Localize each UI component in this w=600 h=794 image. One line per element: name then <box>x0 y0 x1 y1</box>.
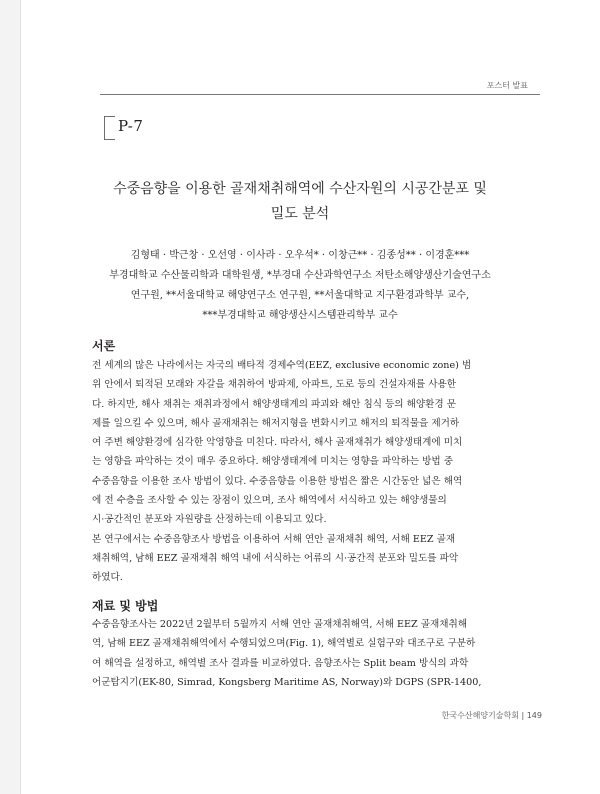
methods-body <box>92 615 504 692</box>
body-line: 역, 남해 EEZ 골재채취해역에서 수행되었으며(Fig. 1), 해역별로 실험구와 대조구로 구분하 <box>92 638 476 650</box>
section-heading-methods: 재료 및 방법 <box>92 599 159 613</box>
body-line: 여 주변 해양환경에 심각한 악영향을 미친다. 따라서, 해사 골재채취가 해양생태계에 미치 <box>92 437 463 449</box>
body-line: 본 연구에서는 수중음향조사 방법을 이용하여 서해 연안 골재채취 해역, 서해 EEZ 골재 <box>92 533 456 545</box>
intro-body <box>92 356 504 588</box>
body-line: 시·공간적인 분포와 자원량을 산정하는데 이용되고 있다. <box>92 514 327 526</box>
body-line: 위 안에서 퇴적된 모래와 자갈을 채취하여 방파제, 아파트, 도로 등의 건설자재를 사용한 <box>92 379 457 391</box>
author-affiliation: 부경대학교 수산물리학과 대학원생, *부경대 수산과학연구소 저탄소해양생산기술연구소 <box>109 270 491 281</box>
author-block <box>100 246 500 326</box>
body-line: 수중음향조사는 2022년 2월부터 5월까지 서해 연안 골재채취해역, 서해 EEZ 골재채취해 <box>92 619 468 630</box>
body-line: 여 해역을 설정하고, 해역별 조사 결과를 비교하였다. 음향조사는 Split beam 방식의 과학 <box>92 657 469 669</box>
body-line: 하였다. <box>92 572 123 584</box>
paper-title-line-1: 수중음향을 이용한 골재채취해역에 수산자원의 시공간분포 및 <box>113 181 487 197</box>
author-affiliation: 연구원, **서울대학교 해양연구소 연구원, **서울대학교 지구환경과학부 교수, <box>130 290 470 301</box>
body-line: 제를 일으킬 수 있으며, 해사 골재채취는 해저지형을 변화시키고 해저의 퇴적물을 제거하 <box>92 417 460 429</box>
poster-id-tag <box>104 116 152 140</box>
bracket-decoration <box>104 116 115 140</box>
header-rule <box>100 94 540 95</box>
paper-title-line-2: 밀도 분석 <box>270 206 330 222</box>
body-line: 는 영향을 파악하는 것이 매우 중요하다. 해양생태계에 미치는 영향을 파악하는 방법 중 <box>92 456 453 468</box>
body-line: 어군탐지기(EK-80, Simrad, Kongsberg Maritime AS, Norway)와 DGPS (SPR-1400, <box>92 676 482 688</box>
body-line: 채취해역, 남해 EEZ 골재채취 해역 내에 서식하는 어류의 시·공간적 분포와 밀도를 파악 <box>92 552 459 564</box>
body-line: 수중음향을 이용한 조사 방법이 있다. 수중음향을 이용한 방법은 짧은 시간동안 넓은 해역 <box>92 475 463 487</box>
body-line: 다. 하지만, 해사 채취는 채취과정에서 해양생태계의 파괴와 해안 침식 등의 해양환경 문 <box>92 398 457 410</box>
author-affiliation: ***부경대학교 해양생산시스템관리학부 교수 <box>202 310 398 321</box>
page-binding-edge <box>0 0 20 794</box>
body-line: 전 세계의 많은 나라에서는 자국의 배타적 경제수역(EEZ, exclusive economic zone) 범 <box>92 360 472 371</box>
section-heading-intro: 서론 <box>92 339 116 353</box>
header-label: 포스터 발표 <box>486 81 528 90</box>
author-names: 김형태 · 박근창 · 오선영 · 이사라 · 오우석* · 이창근** · 김종성** · 이경훈*** <box>130 250 470 261</box>
poster-id: P-7 <box>118 117 144 135</box>
body-line: 에 전 수층을 조사할 수 있는 장점이 있으며, 조사 해역에서 서식하고 있는 해양생물의 <box>92 495 447 507</box>
page-footer: 한국수산해양기술학회 | 149 <box>441 711 542 720</box>
